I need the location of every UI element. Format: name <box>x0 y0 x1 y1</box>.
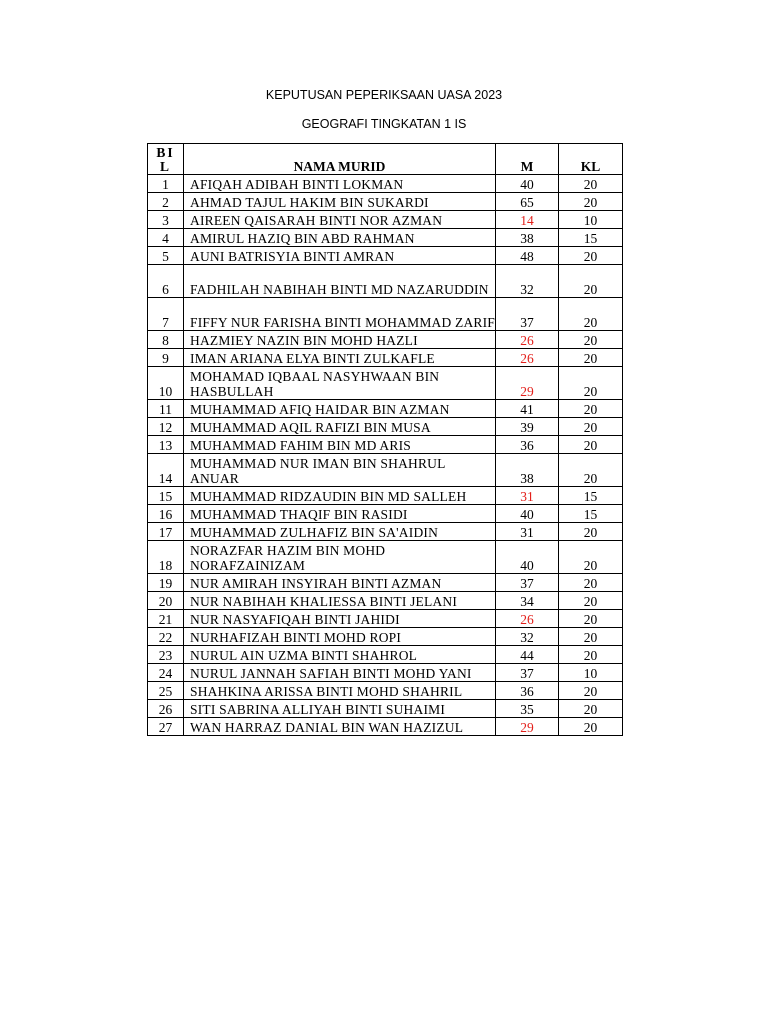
cell-bil: 6 <box>148 265 184 298</box>
table-row <box>148 265 623 298</box>
cell-nama-murid: NURHAFIZAH BINTI MOHD ROPI <box>184 628 496 646</box>
cell-m: 36 <box>496 682 559 700</box>
table-row <box>148 487 623 505</box>
cell-m: 38 <box>496 229 559 247</box>
cell-bil: 2 <box>148 193 184 211</box>
cell-kl: 15 <box>559 229 623 247</box>
cell-bil: 1 <box>148 175 184 193</box>
cell-kl: 15 <box>559 487 623 505</box>
cell-kl: 20 <box>559 646 623 664</box>
cell-kl: 20 <box>559 682 623 700</box>
cell-bil: 26 <box>148 700 184 718</box>
cell-m: 41 <box>496 400 559 418</box>
cell-nama-murid: MUHAMMAD RIDZAUDIN BIN MD SALLEH <box>184 487 496 505</box>
cell-m: 31 <box>496 523 559 541</box>
header-m: M <box>496 144 559 175</box>
cell-nama-murid: MOHAMAD IQBAAL NASYHWAAN BIN HASBULLAH <box>184 367 496 400</box>
cell-m: 31 <box>496 487 559 505</box>
cell-bil: 7 <box>148 298 184 331</box>
cell-nama-murid: SHAHKINA ARISSA BINTI MOHD SHAHRIL <box>184 682 496 700</box>
cell-m: 26 <box>496 331 559 349</box>
cell-bil: 11 <box>148 400 184 418</box>
table-row <box>148 628 623 646</box>
cell-nama-murid: NURUL AIN UZMA BINTI SHAHROL <box>184 646 496 664</box>
cell-bil: 3 <box>148 211 184 229</box>
cell-bil: 18 <box>148 541 184 574</box>
cell-nama-murid: SITI SABRINA ALLIYAH BINTI SUHAIMI <box>184 700 496 718</box>
cell-m: 38 <box>496 454 559 487</box>
cell-kl: 10 <box>559 211 623 229</box>
cell-nama-murid: IMAN ARIANA ELYA BINTI ZULKAFLE <box>184 349 496 367</box>
cell-kl: 20 <box>559 454 623 487</box>
cell-bil: 21 <box>148 610 184 628</box>
cell-nama-murid: AFIQAH ADIBAH BINTI LOKMAN <box>184 175 496 193</box>
table-row <box>148 664 623 682</box>
cell-nama-murid: NUR AMIRAH INSYIRAH BINTI AZMAN <box>184 574 496 592</box>
cell-nama-murid: HAZMIEY NAZIN BIN MOHD HAZLI <box>184 331 496 349</box>
cell-m: 35 <box>496 700 559 718</box>
table-row <box>148 247 623 265</box>
cell-m: 26 <box>496 610 559 628</box>
header-kl: KL <box>559 144 623 175</box>
cell-bil: 5 <box>148 247 184 265</box>
table-row <box>148 331 623 349</box>
table-row <box>148 505 623 523</box>
cell-m: 40 <box>496 505 559 523</box>
table-row <box>148 541 623 574</box>
cell-bil: 15 <box>148 487 184 505</box>
cell-nama-murid: MUHAMMAD FAHIM BIN MD ARIS <box>184 436 496 454</box>
cell-m: 48 <box>496 247 559 265</box>
table-row <box>148 229 623 247</box>
cell-kl: 20 <box>559 331 623 349</box>
cell-m: 34 <box>496 592 559 610</box>
cell-kl: 20 <box>559 574 623 592</box>
cell-kl: 20 <box>559 541 623 574</box>
cell-m: 29 <box>496 367 559 400</box>
table-row <box>148 349 623 367</box>
cell-nama-murid: MUHAMMAD ZULHAFIZ BIN SA'AIDIN <box>184 523 496 541</box>
cell-nama-murid: WAN HARRAZ DANIAL BIN WAN HAZIZUL <box>184 718 496 736</box>
cell-m: 32 <box>496 628 559 646</box>
cell-m: 37 <box>496 574 559 592</box>
header-nama-murid: NAMA MURID <box>184 144 496 175</box>
cell-nama-murid: MUHAMMAD AFIQ HAIDAR BIN AZMAN <box>184 400 496 418</box>
cell-kl: 10 <box>559 664 623 682</box>
cell-bil: 17 <box>148 523 184 541</box>
cell-nama-murid: NORAZFAR HAZIM BIN MOHD NORAFZAINIZAM <box>184 541 496 574</box>
cell-m: 29 <box>496 718 559 736</box>
cell-kl: 20 <box>559 592 623 610</box>
cell-bil: 8 <box>148 331 184 349</box>
cell-kl: 20 <box>559 700 623 718</box>
cell-m: 65 <box>496 193 559 211</box>
cell-bil: 23 <box>148 646 184 664</box>
cell-bil: 14 <box>148 454 184 487</box>
cell-kl: 20 <box>559 193 623 211</box>
cell-bil: 10 <box>148 367 184 400</box>
cell-bil: 24 <box>148 664 184 682</box>
cell-bil: 13 <box>148 436 184 454</box>
cell-nama-murid: AIREEN QAISARAH BINTI NOR AZMAN <box>184 211 496 229</box>
table-row <box>148 367 623 400</box>
cell-bil: 16 <box>148 505 184 523</box>
table-row <box>148 211 623 229</box>
cell-m: 37 <box>496 664 559 682</box>
cell-nama-murid: FADHILAH NABIHAH BINTI MD NAZARUDDIN <box>184 265 496 298</box>
cell-m: 37 <box>496 298 559 331</box>
cell-bil: 4 <box>148 229 184 247</box>
cell-nama-murid: MUHAMMAD NUR IMAN BIN SHAHRUL ANUAR <box>184 454 496 487</box>
cell-m: 44 <box>496 646 559 664</box>
cell-m: 14 <box>496 211 559 229</box>
cell-m: 40 <box>496 175 559 193</box>
cell-bil: 20 <box>148 592 184 610</box>
table-row <box>148 436 623 454</box>
cell-bil: 19 <box>148 574 184 592</box>
table-row <box>148 400 623 418</box>
header-bil: BIL <box>148 144 184 175</box>
cell-bil: 27 <box>148 718 184 736</box>
table-row <box>148 454 623 487</box>
document-title: KEPUTUSAN PEPERIKSAAN UASA 2023 <box>265 88 503 102</box>
table-row <box>148 646 623 664</box>
table-row <box>148 193 623 211</box>
table-header-row <box>148 144 623 175</box>
table-row <box>148 682 623 700</box>
table-row <box>148 718 623 736</box>
cell-bil: 22 <box>148 628 184 646</box>
results-table <box>147 143 623 736</box>
cell-nama-murid: NUR NASYAFIQAH BINTI JAHIDI <box>184 610 496 628</box>
cell-nama-murid: AHMAD TAJUL HAKIM BIN SUKARDI <box>184 193 496 211</box>
cell-m: 36 <box>496 436 559 454</box>
cell-bil: 9 <box>148 349 184 367</box>
cell-bil: 25 <box>148 682 184 700</box>
cell-nama-murid: FIFFY NUR FARISHA BINTI MOHAMMAD ZARIF <box>184 298 496 331</box>
cell-nama-murid: AUNI BATRISYIA BINTI AMRAN <box>184 247 496 265</box>
cell-bil: 12 <box>148 418 184 436</box>
cell-kl: 20 <box>559 628 623 646</box>
cell-kl: 20 <box>559 175 623 193</box>
cell-nama-murid: AMIRUL HAZIQ BIN ABD RAHMAN <box>184 229 496 247</box>
cell-kl: 20 <box>559 523 623 541</box>
cell-kl: 20 <box>559 298 623 331</box>
cell-nama-murid: MUHAMMAD THAQIF BIN RASIDI <box>184 505 496 523</box>
cell-kl: 20 <box>559 718 623 736</box>
cell-m: 40 <box>496 541 559 574</box>
table-row <box>148 700 623 718</box>
document-subtitle: GEOGRAFI TINGKATAN 1 IS <box>301 117 467 131</box>
cell-nama-murid: NURUL JANNAH SAFIAH BINTI MOHD YANI <box>184 664 496 682</box>
cell-m: 26 <box>496 349 559 367</box>
cell-kl: 20 <box>559 610 623 628</box>
table-row <box>148 418 623 436</box>
cell-kl: 20 <box>559 436 623 454</box>
table-row <box>148 592 623 610</box>
cell-kl: 20 <box>559 265 623 298</box>
cell-kl: 20 <box>559 418 623 436</box>
table-row <box>148 298 623 331</box>
cell-nama-murid: NUR NABIHAH KHALIESSA BINTI JELANI <box>184 592 496 610</box>
cell-nama-murid: MUHAMMAD AQIL RAFIZI BIN MUSA <box>184 418 496 436</box>
table-row <box>148 610 623 628</box>
table-row <box>148 574 623 592</box>
cell-kl: 20 <box>559 349 623 367</box>
table-row <box>148 523 623 541</box>
cell-m: 39 <box>496 418 559 436</box>
cell-m: 32 <box>496 265 559 298</box>
cell-kl: 20 <box>559 247 623 265</box>
table-row <box>148 175 623 193</box>
cell-kl: 20 <box>559 367 623 400</box>
cell-kl: 15 <box>559 505 623 523</box>
cell-kl: 20 <box>559 400 623 418</box>
